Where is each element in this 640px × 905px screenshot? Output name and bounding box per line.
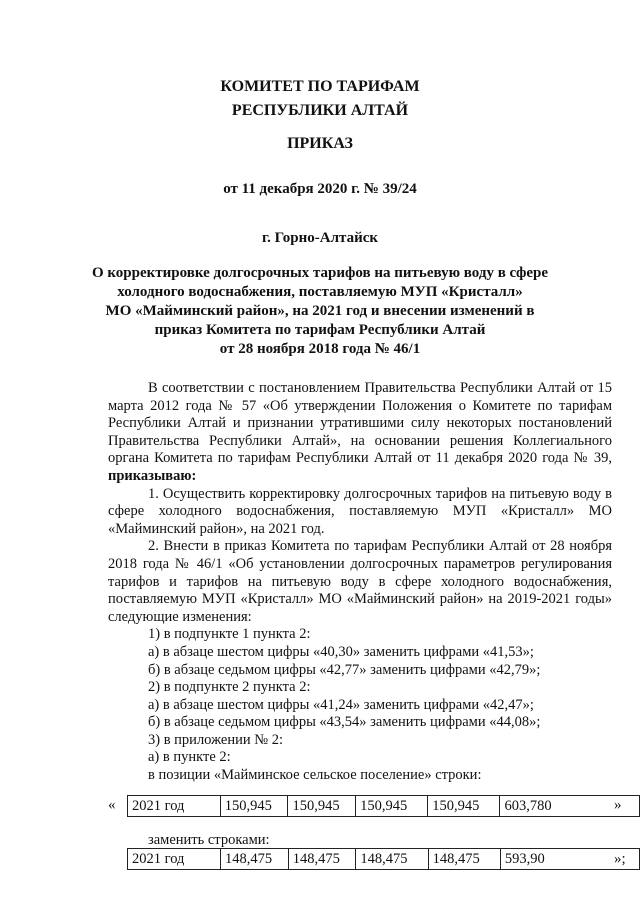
table-cell: 148,475 <box>428 849 500 870</box>
order-title-line4: приказ Комитета по тарифам Республики Алтай <box>154 322 486 338</box>
table-cell: 148,475 <box>288 849 356 870</box>
table-cell: 603,780 <box>500 796 640 817</box>
item-2b: б) в абзаце седьмом цифры «43,54» заменить цифрами «44,08»; <box>148 714 541 731</box>
item-2a: а) в абзаце шестом цифры «41,24» заменить цифрами «42,47»; <box>148 696 534 713</box>
committee-name-line1: КОМИТЕТ ПО ТАРИФАМ <box>220 78 420 95</box>
item-1: 1) в подпункте 1 пункта 2: <box>148 626 311 643</box>
order-title-line5: от 28 ноября 2018 года № 46/1 <box>219 341 421 357</box>
table-row <box>128 849 640 870</box>
table-cell: 2021 год <box>128 849 221 870</box>
table-cell: 593,90 <box>500 849 639 870</box>
table-row <box>128 796 640 817</box>
item-3: 3) в приложении № 2: <box>148 731 283 748</box>
table-cell: 150,945 <box>356 796 428 817</box>
city: г. Горно-Алтайск <box>261 230 379 246</box>
table-cell: 148,475 <box>356 849 428 870</box>
preamble: В соответствии с постановлением Правительства Республики Алтай от 15 марта 2012 года № 57 «Об утверждении Положения о Комитете по тарифам Республики Алтай и признании утратившими силу некоторых постановлений Правительства Республики Алтай», на основании решения Коллегиального органа Комитета по тарифам Республики Алтай от 11 декабря 2020 года № 39, приказываю: <box>108 380 612 484</box>
item-1a: а) в абзаце шестом цифры «40,30» заменить цифрами «41,53»; <box>148 643 534 660</box>
table-cell: 150,945 <box>220 796 288 817</box>
table-cell: 150,945 <box>428 796 500 817</box>
item-2: 2) в подпункте 2 пункта 2: <box>148 679 311 696</box>
close-quote-semicolon: »; <box>614 851 626 867</box>
paragraph-1: 1. Осуществить корректировку долгосрочных тарифов на питьевую воду в сфере холодного водоснабжения, поставляемую МУП «Кристалл» МО «Майминский район», на 2021 год. <box>108 485 612 537</box>
order-title-line1: О корректировке долгосрочных тарифов на питьевую воду в сфере <box>91 265 549 281</box>
date-number: от 11 декабря 2020 г. № 39/24 <box>223 181 417 197</box>
item-3-position: в позиции «Майминское сельское поселение» строки: <box>148 767 482 784</box>
committee-name-line2: РЕСПУБЛИКИ АЛТАЙ <box>231 102 409 119</box>
table-cell: 2021 год <box>128 796 221 817</box>
open-quote: « <box>108 797 116 813</box>
table-cell: 148,475 <box>220 849 288 870</box>
document-type: ПРИКАЗ <box>287 135 353 152</box>
order-title-line2: холодного водоснабжения, поставляемую МУП «Кристалл» <box>117 284 523 300</box>
paragraph-2: 2. Внести в приказ Комитета по тарифам Республики Алтай от 28 ноября 2018 года № 46/1 «Об установлении долгосрочных параметров регулирования тарифов и тарифов на питьевую воду в сфере холодного водоснабжения, поставляемую МУП «Кристалл» МО «Майминский район» на 2019-2021 годы» следующие изменения: <box>108 538 612 625</box>
item-1b: б) в абзаце седьмом цифры «42,77» заменить цифрами «42,79»; <box>148 661 541 678</box>
new-values-table <box>127 848 640 870</box>
old-values-table <box>127 795 640 817</box>
close-quote: » <box>614 797 622 813</box>
order-word: приказываю: <box>108 467 197 484</box>
table-cell: 150,945 <box>288 796 356 817</box>
order-title-line3: МО «Майминский район», на 2021 год и внесении изменений в <box>105 303 535 319</box>
order-body <box>108 380 612 785</box>
item-3a: а) в пункте 2: <box>148 749 231 766</box>
replace-label: заменить строками: <box>148 832 270 848</box>
